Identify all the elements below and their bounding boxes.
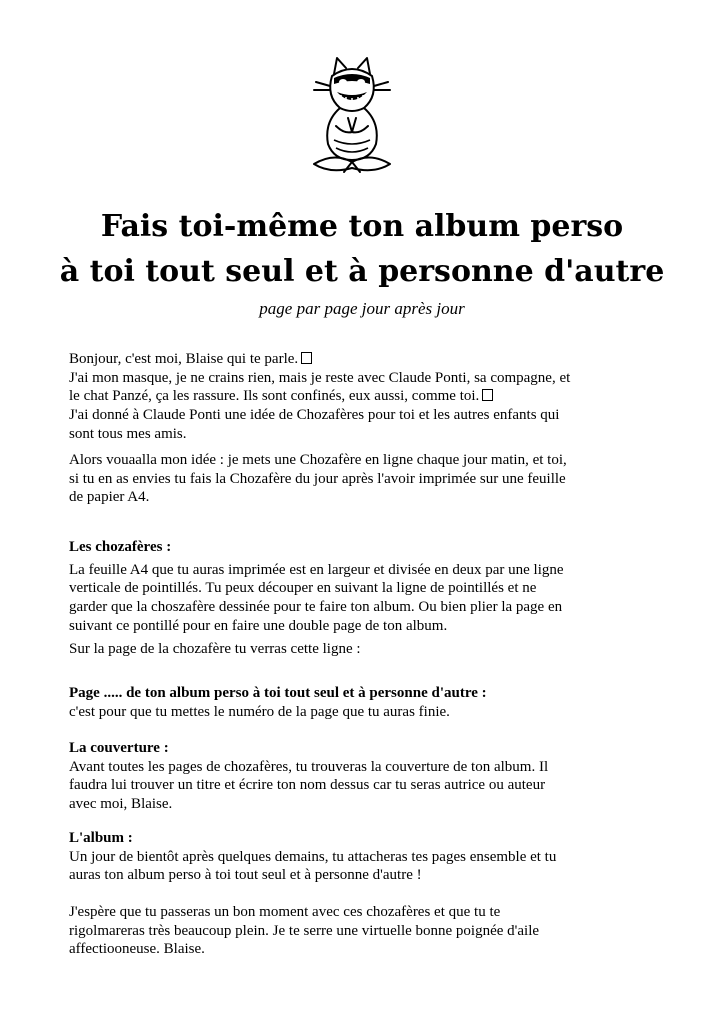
- page-line-heading: Page ..... de ton album perso à toi tout seul et à personne d'autre :: [69, 685, 487, 701]
- closing-line-3: affectiooneuse. Blaise.: [69, 941, 205, 958]
- title-line-1: Fais toi-même ton album perso: [100, 209, 624, 244]
- couverture-section: [69, 739, 669, 814]
- idea-paragraph: [69, 451, 669, 507]
- subtitle: page par page jour après jour: [259, 299, 465, 318]
- album-line-1: Un jour de bientôt après quelques demains, tu attacheras tes pages ensemble et tu: [69, 848, 557, 865]
- page-line-text: c'est pour que tu mettes le numéro de la page que tu auras finie.: [69, 703, 450, 720]
- chozaferes-line-1: La feuille A4 que tu auras imprimée est en largeur et divisée en deux par une ligne: [69, 561, 564, 578]
- chozaferes-line-4: suivant ce pontillé pour en faire une double page de ton album.: [69, 617, 448, 634]
- blaise-cat-illustration: [304, 52, 400, 176]
- couverture-line-3: avec moi, Blaise.: [69, 796, 173, 813]
- intro-line-4: J'ai donné à Claude Ponti une idée de Chozafères pour toi et les autres enfants qui: [69, 407, 560, 424]
- intro-paragraph: [69, 350, 669, 444]
- couverture-line-1: Avant toutes les pages de chozafères, tu trouveras la couverture de ton album. Il: [69, 758, 549, 775]
- title-line-2: à toi tout seul et à personne d'autre: [59, 254, 665, 289]
- chozaferes-heading: Les chozafères :: [69, 539, 172, 555]
- closing-line-1: J'espère que tu passeras un bon moment avec ces chozafères et que tu te: [69, 904, 501, 920]
- album-heading: L'album :: [69, 830, 133, 846]
- missing-glyph-box-icon: [482, 389, 493, 401]
- couverture-line-2: faudra lui trouver un titre et écrire ton nom dessus car tu seras autrice ou auteur: [69, 777, 546, 794]
- missing-glyph-box-icon: [301, 352, 312, 364]
- idea-line-3: de papier A4.: [69, 489, 150, 506]
- intro-line-3: le chat Panzé, ça les rassure. Ils sont confinés, eux aussi, comme toi.: [69, 388, 480, 405]
- closing-line-2: rigolmareras très beaucoup plein. Je te serre une virtuelle bonne poignée d'aile: [69, 922, 540, 939]
- closing-paragraph: [69, 903, 669, 959]
- album-section: [69, 829, 669, 885]
- intro-line-1: Bonjour, c'est moi, Blaise qui te parle.: [69, 351, 299, 367]
- intro-line-2: J'ai mon masque, je ne crains rien, mais je reste avec Claude Ponti, sa compagne, et: [69, 369, 571, 386]
- chozaferes-section: [69, 538, 669, 658]
- chozaferes-line-5: Sur la page de la chozafère tu verras cette ligne :: [69, 640, 361, 657]
- intro-line-5: sont tous mes amis.: [69, 425, 187, 442]
- idea-line-2: si tu en as envies tu fais la Chozafère du jour après l'avoir imprimée sur une feuille: [69, 470, 566, 487]
- page-line-section: [69, 684, 669, 721]
- chozaferes-line-3: garder que la choszafère dessinée pour te faire ton album. Ou bien plier la page en: [69, 599, 563, 616]
- couverture-heading: La couverture :: [69, 740, 169, 756]
- chozaferes-line-2: verticale de pointillés. Tu peux découper en suivant la ligne de pointillés et ne: [69, 580, 537, 597]
- idea-line-1: Alors vouaalla mon idée : je mets une Chozafère en ligne chaque jour matin, et toi,: [69, 452, 567, 468]
- album-line-2: auras ton album perso à toi tout seul et à personne d'autre !: [69, 867, 422, 884]
